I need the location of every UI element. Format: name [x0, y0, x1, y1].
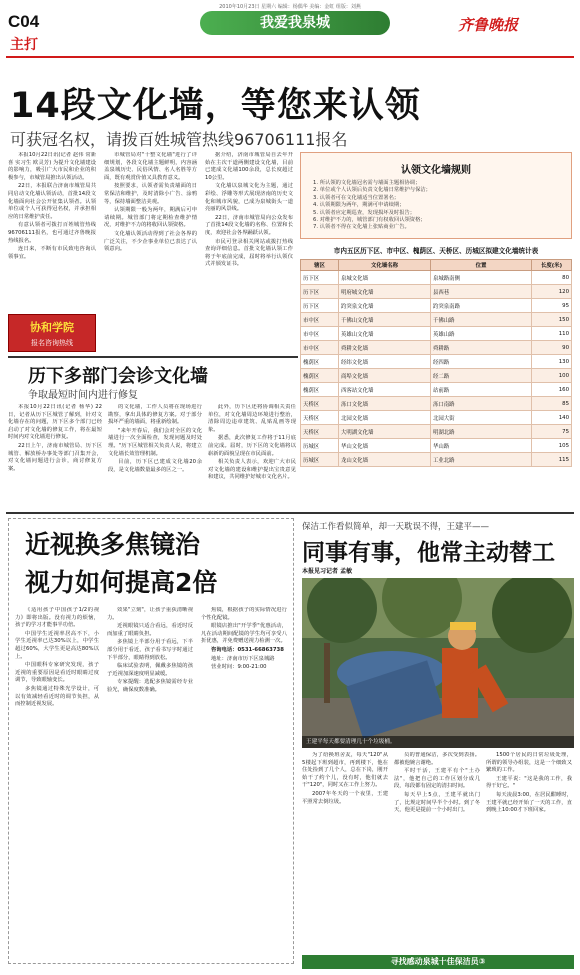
wall-stats-table-block — [300, 245, 572, 510]
table-cell: 泉城文化墙 — [339, 271, 431, 285]
masthead-rule — [6, 56, 574, 58]
paragraph: 本报10月22日讯(记者 赵伟 常新喜 实习生 欧灵芳) 为提升文化墙建设的影响力，吸引广大市民和企业的积极参与，市城管局推出认领活动。 — [8, 152, 96, 181]
table-cell: 160 — [532, 383, 572, 397]
paragraph: 眼镜店推出"开学季"优惠活动，凡在活动期间配镜的学生均可享受八折优惠，并免费赠送视力检测一次。 — [201, 623, 287, 645]
paragraph: 中国眼科专家研究发现，孩子近视的重要原因是看近时眼睛过度调节，导致眼轴变长。 — [15, 662, 99, 684]
table-row — [301, 285, 572, 299]
table-cell: 华山路 — [431, 439, 532, 453]
lead-column-2 — [104, 152, 197, 352]
table-cell: 天桥区 — [301, 397, 339, 411]
table-cell: 槐荫区 — [301, 355, 339, 369]
table-cell: 千佛山路 — [431, 313, 532, 327]
table-row — [301, 355, 572, 369]
table-row — [301, 341, 572, 355]
paragraph: 2007年冬天的一个夜里，王建平照常去倒垃圾。 — [302, 790, 388, 805]
story2-rule — [8, 356, 298, 358]
table-row — [301, 411, 572, 425]
table-row — [301, 425, 572, 439]
table-cell: 英雄山文化墙 — [339, 327, 431, 341]
table-cell: 站前路 — [431, 383, 532, 397]
lead-column-1 — [8, 152, 96, 312]
paragraph: 员的普通保洁，多次受到表扬。都被他婉言谢绝。 — [394, 752, 480, 766]
ad-title: 协和学院 — [30, 321, 74, 334]
table-cell: 市中区 — [301, 341, 339, 355]
rule-item: 1. 所认领的文化墙冠名需与墙面主题相协调； — [313, 180, 421, 186]
table-cell: 县西巷 — [431, 285, 532, 299]
lead-column-3 — [205, 152, 293, 352]
paragraph: "来年开春后，我们会对全区的文化墙进行一次全面检查，发现问题及时处理。"历下区城管相关负责人说，将建立文化墙长效管理机制。 — [108, 427, 202, 457]
table-cell: 舜耕路 — [431, 341, 532, 355]
table-row — [301, 453, 572, 467]
table-cell: 历城区 — [301, 453, 339, 467]
table-cell: 经纬文化墙 — [339, 355, 431, 369]
story4-column-1 — [302, 752, 388, 950]
paragraph: 据介绍，济南市城管局自去年开始在主次干道两侧建设文化墙，目前已建成文化墙100余段，总长度超过10公里。 — [205, 152, 293, 181]
table-cell: 槐荫区 — [301, 369, 339, 383]
paragraph: 本报10月22日讯(记者 杨华) 22日，记者从历下区城管了解到，针对文化墙存在的问题，历下区多个部门已经启动了对文化墙的修复工作，将在最短时间内对文化墙进行修复。 — [8, 404, 102, 441]
table-cell: 100 — [532, 369, 572, 383]
table-cell: 150 — [532, 313, 572, 327]
story2-headline: 历下多部门会诊文化墙 — [28, 366, 208, 387]
table-cell: 市中区 — [301, 313, 339, 327]
paragraph: 22日上午，济南市城管局、历下区城管、解放桥办事处等部门召集开会，对文化墙问题进行会诊，商讨修复方案。 — [8, 442, 102, 472]
table-title: 市内五区历下区、市中区、槐荫区、天桥区、历城区拟建文化墙统计表 — [333, 247, 539, 255]
table-cell: 工业北路 — [431, 453, 532, 467]
paragraph: 文化墙认领活动得到了社会各界的广泛关注，不少企事业单位已表达了认领意向。 — [104, 230, 197, 253]
lead-headline: 14段文化墙，等您来认领 — [10, 86, 421, 126]
paragraph: 为了给换班舍友，每天"120"从5楼起下班到超市，再到楼下，他在住处捡到了几个人，总在下岗，刚开始干了约个儿，没有时，他们就去干"120"，同时又在工作上努力。 — [302, 752, 388, 789]
table-cell: 趵突泉文化墙 — [339, 299, 431, 313]
table-header: 长度(米) — [532, 260, 572, 271]
lead-subhead: 可获冠名权，请拨百姓城管热线96706111报名 — [10, 130, 348, 149]
rules-title: 认领文化墙规则 — [401, 165, 471, 176]
story3-headline-line2: 视力如何提高2倍 — [25, 568, 218, 597]
paragraph: 焦镜，根据孩子的实际情况进行个性化配镜。 — [201, 607, 287, 621]
ad-text: 报名咨询热线 — [31, 339, 73, 347]
paragraph: 按照要求，认领者需负责墙面的日常保洁和维护，及时清除小广告、涂鸦等，保持墙面整洁美观。 — [104, 183, 197, 205]
table-header: 位置 — [431, 260, 532, 271]
table-cell: 趵突泉南路 — [431, 299, 532, 313]
news-photo — [302, 578, 574, 748]
column-banner — [200, 11, 390, 35]
table-cell: 大明湖文化墙 — [339, 425, 431, 439]
table-cell: 110 — [532, 327, 572, 341]
table-cell: 120 — [532, 285, 572, 299]
table-cell: 舜耕文化墙 — [339, 341, 431, 355]
story3-column-1 — [15, 607, 99, 957]
paragraph: 的文化墙，工作人员将在现场进行勘察，拿出具体的修复方案。对于部分损坏严重的墙面，将重新绘制。 — [108, 404, 202, 426]
table-cell: 天桥区 — [301, 411, 339, 425]
table-cell: 明湖北路 — [431, 425, 532, 439]
date-line: 2010年10月23日 星期六 编辑：杨偶华 美编：金虹 组版：刘燕 — [219, 4, 361, 10]
paragraph: 1500个居民的日常垃圾处理，所谓的领导办组装，这是一个细致又繁琐的工作。 — [486, 752, 572, 774]
story2-subhead: 争取最短时间内进行修复 — [28, 390, 138, 401]
story4-byline: 本报见习记者 孟敏 — [302, 568, 353, 575]
paragraph: 每天凌晨3:00，在居民酣睡时，王建平就已经开始了一天的工作，直到晚上10:00才下班回家。 — [486, 791, 572, 814]
table-cell: 90 — [532, 341, 572, 355]
paragraph: 文化墙以泉城文化为主题，通过彩绘、浮雕等形式展现济南的历史文化和城市风貌，已成为泉城街头一道亮丽的风景线。 — [205, 183, 293, 213]
table-cell: 105 — [532, 439, 572, 453]
table-row — [301, 439, 572, 453]
table-cell: 历下区 — [301, 285, 339, 299]
rule-item: 7. 认领者不得在文化墙上张贴商业广告。 — [313, 224, 410, 231]
story3-column-2 — [107, 607, 193, 957]
table-cell: 经二路 — [431, 369, 532, 383]
table-cell: 75 — [532, 425, 572, 439]
paragraph: 每天早上5点，王建平就出门了，比规定时间早半个小时。到了冬天，他更是提前一个小时出门。 — [394, 791, 480, 814]
paragraph: 22日，本报联合济南市城管局共同启动文化墙认领活动，首批14段文化墙面向社会公开征集认领者。认领单位或个人可获得冠名权，并承担相应的日常维护责任。 — [8, 183, 96, 220]
table-cell: 历下区 — [301, 271, 339, 285]
table-cell: 泉城路南侧 — [431, 271, 532, 285]
story2-column-1 — [8, 404, 102, 506]
story3-headline-line1: 近视换多焦镜治 — [25, 530, 201, 559]
paragraph: 临床试验表明，佩戴多焦镜的孩子近视加深速度明显减缓。 — [107, 663, 193, 677]
table-cell: 北园文化墙 — [339, 411, 431, 425]
table-row — [301, 369, 572, 383]
table-cell: 95 — [532, 299, 572, 313]
table-header: 文化墙名称 — [339, 260, 431, 271]
paragraph: 中国学生近视率居高不下，小学生近视率已达30%以上，中学生超过60%，大学生更是高达80%以上。 — [15, 630, 99, 660]
worker-with-trash-bin-illustration — [302, 578, 574, 748]
table-cell: 130 — [532, 355, 572, 369]
paragraph: 效果"立刻"，让孩子重获清晰视力。 — [107, 607, 193, 621]
eyewear-advertorial — [8, 518, 294, 964]
wall-stats-table — [300, 259, 572, 467]
section-separator — [6, 512, 574, 514]
story3-column-3 — [201, 607, 287, 957]
brand-logo: 齐鲁晚报 — [458, 16, 519, 34]
rule-item: 5. 认领者应定期巡查，发现损坏及时报告； — [313, 209, 416, 216]
rule-item: 2. 单位或个人认领后负责文化墙日常维护与保洁； — [313, 187, 431, 194]
paragraph: 近视眼镜只适合看远，看近时反而加重了眼睛负担。 — [107, 623, 193, 637]
paragraph: 有意认领者可拨打百姓城管热线96706111报名，也可通过齐鲁晚报热线报名。 — [8, 222, 96, 244]
table-row — [301, 271, 572, 285]
paragraph: 认领期限一般为两年，期满后可申请续期。城管部门将定期检查维护情况，对维护不力的将收回认领资格。 — [104, 207, 197, 229]
paragraph: 目前，历下区已建成文化墙20余段，是文化墙数量最多的区之一。 — [108, 459, 202, 473]
table-row — [301, 397, 572, 411]
column-title: 我爱我泉城 — [260, 15, 330, 31]
story2-column-3 — [208, 404, 296, 506]
paragraph: 22日，济南市城管局向公众发布了首批14段文化墙的名称、位置和长度，欢迎社会各界踊跃认领。 — [205, 214, 293, 236]
table-cell: 115 — [532, 453, 572, 467]
table-cell: 华山文化墙 — [339, 439, 431, 453]
table-cell: 明府城文化墙 — [339, 285, 431, 299]
table-cell: 北园大街 — [431, 411, 532, 425]
table-cell: 千佛山文化墙 — [339, 313, 431, 327]
series-footer-banner: 寻找感动泉城十佳保洁员③ — [302, 955, 574, 969]
photo-caption: 王建平每天都要清理几十个垃圾桶。 — [302, 736, 574, 748]
table-cell: 龙山文化墙 — [339, 453, 431, 467]
paragraph: 市城管局对"十整文化墙"进行了详细规划，各段文化墙主题鲜明，内容涵盖泉城历史、民俗风情、名人名胜等方面，既有观赏价值又具教育意义。 — [104, 152, 197, 181]
table-cell: 市中区 — [301, 327, 339, 341]
masthead — [0, 0, 580, 58]
table-row — [301, 313, 572, 327]
paragraph: 多焦镜上半部分用于看远，下半部分用于看近，孩子看书写字时通过下半部分，眼睛得到放松。 — [107, 639, 193, 661]
paragraph: 据悉，此次修复工作将于11月底前完成。届时，历下区的文化墙将以崭新的面貌呈现在市民面前。 — [208, 435, 296, 457]
story4-column-3 — [486, 752, 572, 950]
rule-item: 3. 认领者可在文化墙适当位置署名； — [313, 194, 400, 201]
table-cell: 80 — [532, 271, 572, 285]
table-cell: 商埠文化墙 — [339, 369, 431, 383]
table-cell: 85 — [532, 397, 572, 411]
business-hours: 营业时间：9:00-21:00 — [211, 664, 267, 671]
paragraph: 多焦镜通过特殊光学设计，可以有效减轻看近时的调节负担，从而控制近视发展。 — [15, 685, 99, 708]
paragraph: 《适用孩子中国孩子1/2的视力》即将出版。没有视力的烦恼，孩子的学习才能事半功倍。 — [15, 607, 99, 629]
table-row — [301, 327, 572, 341]
phone-number: 咨询电话：0531-66863738 — [211, 646, 284, 653]
table-cell: 英雄山路 — [431, 327, 532, 341]
page-number: C04 — [8, 12, 40, 31]
table-cell: 历城区 — [301, 439, 339, 453]
paragraph: 连日来，不断有市民致电咨询认领事宜。 — [8, 246, 96, 260]
table-row — [301, 299, 572, 313]
paragraph: 专家提醒：选配多焦镜需经专业验光，确保度数准确。 — [107, 679, 193, 693]
rule-item: 4. 认领期限为两年，期满可申请续期； — [313, 202, 405, 209]
paragraph: 平时干活，王建平有个"土办法"，他把自己的工作区划分成几段，每段都有固定的清扫时间。 — [394, 768, 480, 790]
story4-column-2 — [394, 752, 480, 950]
table-cell: 泺口南路 — [431, 397, 532, 411]
rules-box — [300, 152, 572, 239]
section-label: 主打 — [10, 37, 38, 53]
table-cell: 槐荫区 — [301, 383, 339, 397]
table-row — [301, 383, 572, 397]
table-cell: 天桥区 — [301, 425, 339, 439]
paragraph: 王建平说："这是我的工作，我得干好它。" — [486, 775, 572, 790]
rule-item: 6. 对维护不力的，城管部门有权收回认领资格； — [313, 217, 426, 224]
paragraph: 相关负责人表示，欢迎广大市民对文化墙的建设和维护提出宝贵意见和建议，共同维护好城市文化名片。 — [208, 459, 296, 481]
paragraph: 此外，历下区还将协调相关责任单位，对文化墙周边环境进行整治，清除周边违章建筑、乱贴乱画等现象。 — [208, 404, 296, 433]
table-cell: 西客站文化墙 — [339, 383, 431, 397]
paragraph: 市民可登录相关网站或拨打热线查询详细信息。首批文化墙认领工作将于年底前完成，届时将举行认领仪式并颁发证书。 — [205, 238, 293, 268]
school-ad[interactable] — [8, 314, 96, 352]
table-cell: 历下区 — [301, 299, 339, 313]
address: 地址：济南市历下区泉城路 — [211, 655, 275, 662]
story2-column-2 — [108, 404, 202, 506]
story4-headline: 同事有事，他常主动替工 — [302, 540, 555, 566]
table-cell: 泺口文化墙 — [339, 397, 431, 411]
table-cell: 经四路 — [431, 355, 532, 369]
table-cell: 140 — [532, 411, 572, 425]
story4-kicker: 保洁工作看似简单，却一天耽误不得，王建平—— — [302, 522, 490, 532]
table-header: 辖区 — [301, 260, 339, 271]
